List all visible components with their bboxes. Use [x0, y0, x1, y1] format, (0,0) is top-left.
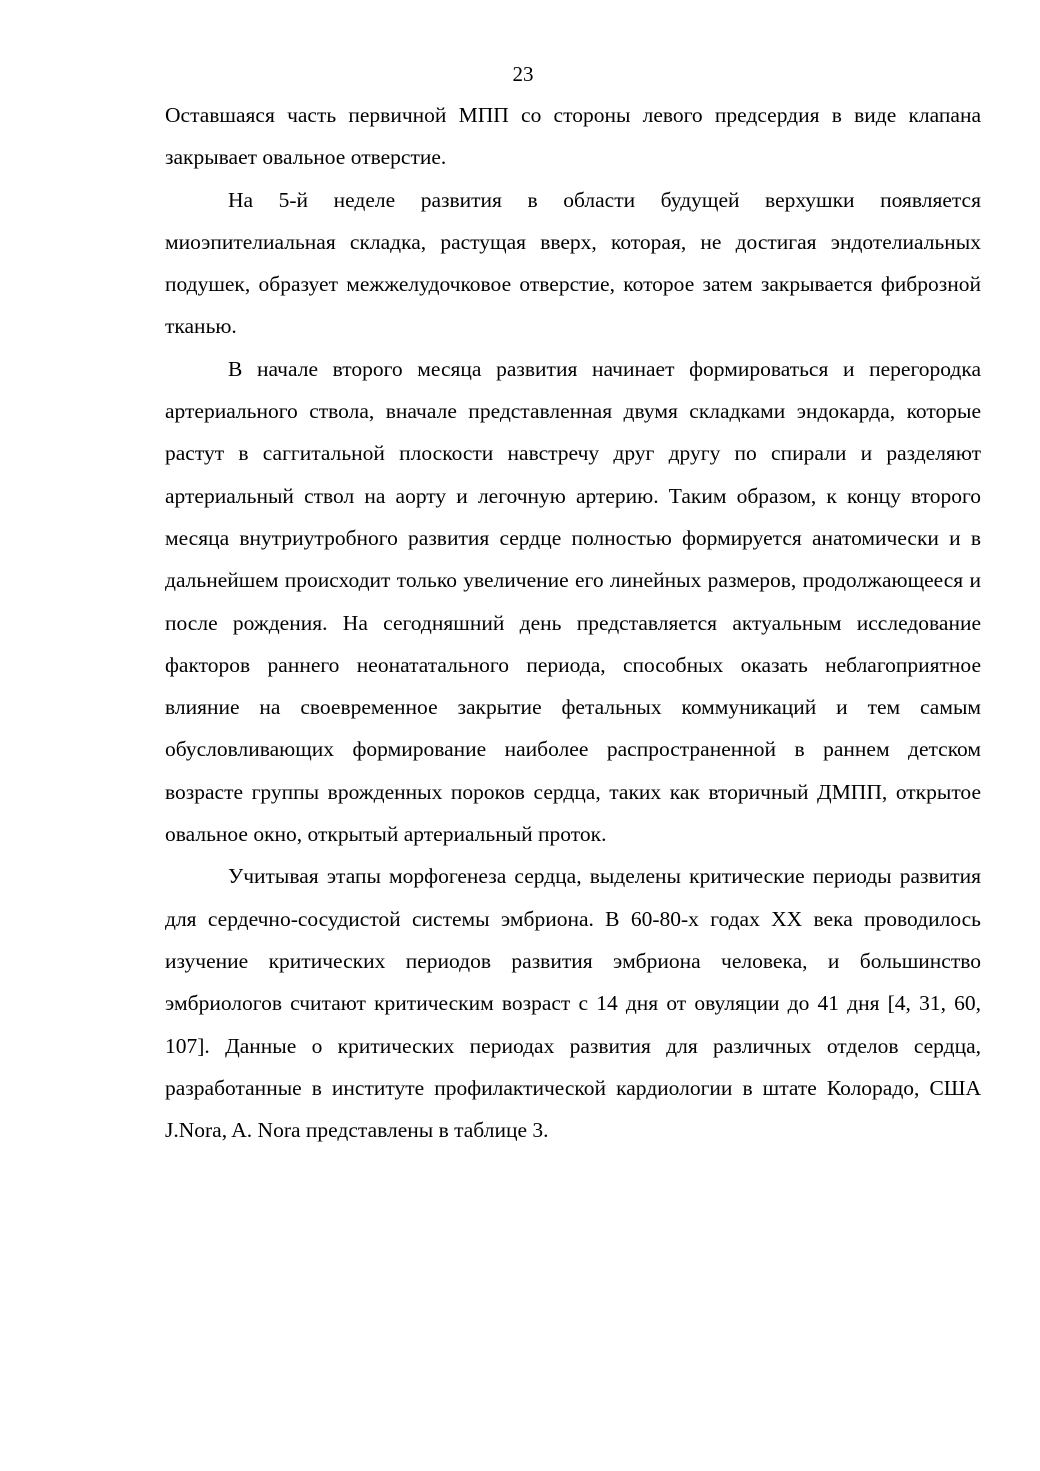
paragraph-2: На 5-й неделе развития в области будущей верхушки появляется миоэпителиальная складка, растущая вверх, которая, не достигая эндотелиальных подушек, образует межжелудочковое отверстие, которое затем закрывается фиброзной тканью.: [165, 187, 981, 339]
page-body: [165, 94, 981, 1151]
paragraph-4: Учитывая этапы морфогенеза сердца, выделены критические периоды развития для сердечно-сосудистой системы эмбриона. В 60-80-х годах XX века проводилось изучение критических периодов развития эмбриона человека, и большинство эмбриологов считают критическим возраст с 14 дня от овуляции до 41 дня [4, 31, 60, 107]. Данные о критических периодах развития для различных отделов сердца, разработанные в институте профилактической кардиологии в штате Колорадо, США J.Nora, A. Nora представлены в таблице 3.: [165, 864, 981, 1143]
paragraph-3: В начале второго месяца развития начинает формироваться и перегородка артериального ствола, вначале представленная двумя складками эндокарда, которые растут в саггитальной плоскости навстречу друг другу по спирали и разделяют артериальный ствол на аорту и легочную артерию. Таким образом, к концу второго месяца внутриутробного развития сердце полностью формируется анатомически и в дальнейшем происходит только увеличение его линейных размеров, продолжающееся и после рождения. На сегодняшний день представляется актуальным исследование факторов раннего неонататального периода, способных оказать неблагоприятное влияние на своевременное закрытие фетальных коммуникаций и тем самым обусловливающих формирование наиболее распространенной в раннем детском возрасте группы врожденных пороков сердца, таких как вторичный ДМПП, открытое овальное окно, открытый артериальный проток.: [165, 356, 981, 847]
page-number: 23: [512, 62, 534, 86]
paragraph-1: Оставшаяся часть первичной МПП со стороны левого предсердия в виде клапана закрывает овальное отверстие.: [165, 103, 981, 170]
